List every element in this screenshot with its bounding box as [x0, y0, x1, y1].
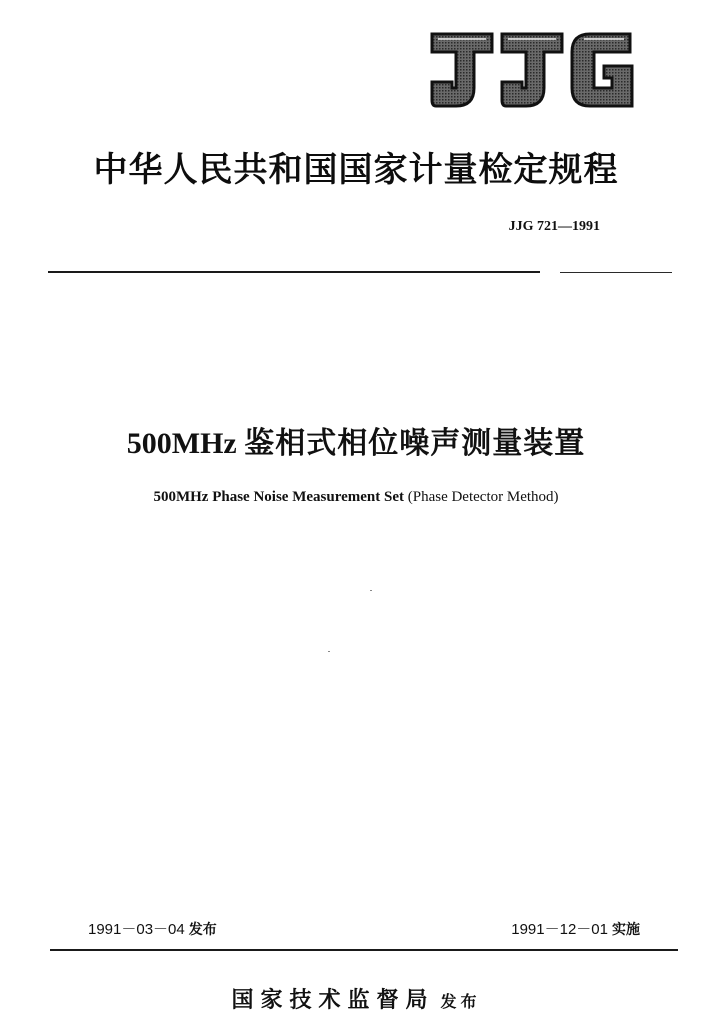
logo-letter-j2: [502, 34, 562, 106]
scan-speck: [328, 651, 330, 652]
scan-speck: [370, 590, 372, 591]
document-code: JJG 721—1991: [508, 219, 600, 234]
effective-date-label: 实施: [612, 922, 640, 938]
issue-date: [88, 918, 217, 939]
jjg-logo: [430, 30, 635, 110]
document-title-latin: 500MHz: [126, 427, 237, 460]
document-title-english: [0, 489, 712, 506]
publisher-verb: 发布: [440, 992, 481, 1011]
logo-letter-j1: [432, 34, 492, 106]
logo-letter-g: [572, 34, 632, 106]
issue-date-value: 1991－03－04: [88, 921, 185, 938]
document-title: [0, 418, 712, 462]
english-title-method: (Phase Detector Method): [407, 489, 559, 505]
issue-date-label: 发布: [188, 922, 217, 938]
document-title-cjk: 鉴相式相位噪声测量装置: [244, 426, 586, 461]
english-title-main: 500MHz Phase Noise Measurement Set: [153, 489, 404, 505]
effective-date: [511, 918, 640, 939]
effective-date-value: 1991－12－01: [511, 921, 608, 938]
header-divider: [48, 271, 540, 273]
publisher-line: [0, 983, 712, 1014]
publisher-name: 国家技术监督局: [231, 987, 435, 1013]
header-divider-right: [560, 272, 672, 273]
regulation-series-title: 中华人民共和国国家计量检定规程: [93, 150, 619, 190]
footer-divider: [50, 949, 678, 951]
